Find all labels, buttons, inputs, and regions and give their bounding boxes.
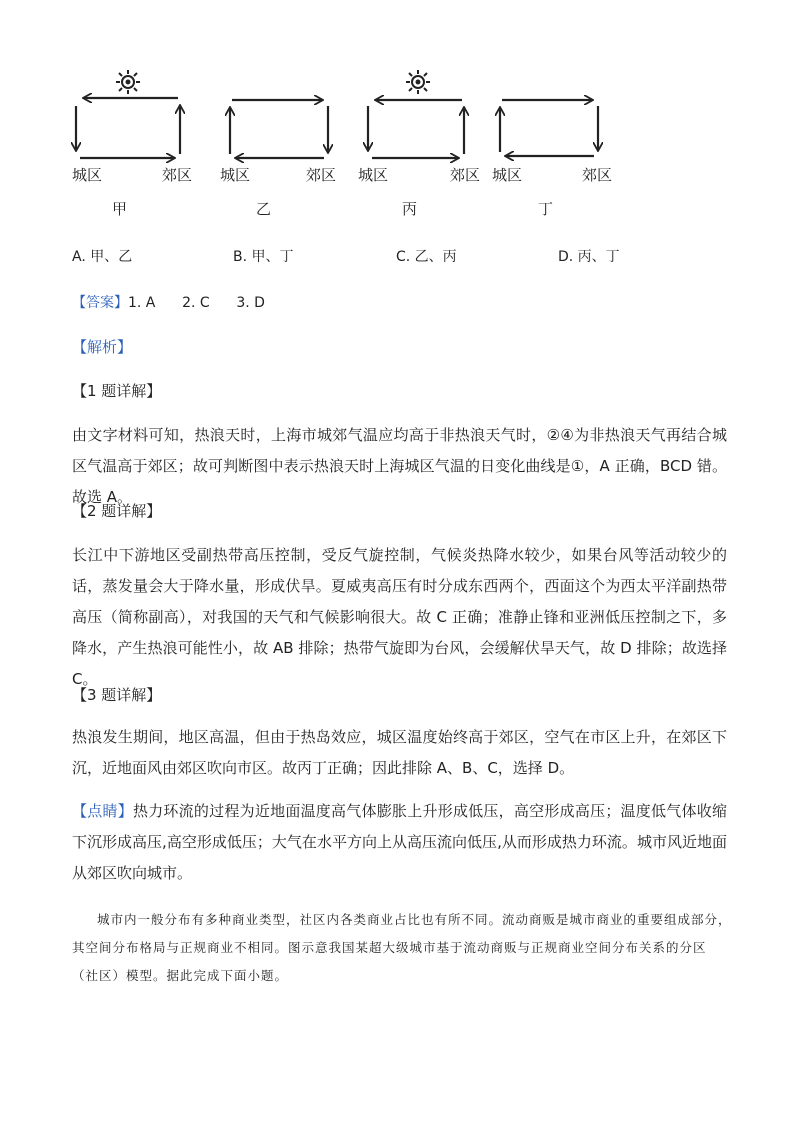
moon-icon [272,74,289,97]
answer-line [72,292,265,312]
q2-heading: 【2 题详解】 [72,502,162,520]
q1-body: 由文字材料可知，热浪天时，上海市城郊气温应均高于非热浪天气时，②④为非热浪天气再结合城区气温高于郊区；故可判断图中表示热浪天时上海城区气温的日变化曲线是①，A 正确，BCD 错。故选 A。 [72,426,727,506]
panel-ding-left-label: 城区 [492,166,523,184]
option-d: D. 丙、丁 [558,249,620,265]
q1-heading: 【1 题详解】 [72,382,162,400]
q3-body: 热浪发生期间，地区高温，但由于热岛效应，城区温度始终高于郊区，空气在市区上升，在郊区下沉，近地面风由郊区吹向市区。故丙丁正确；因此排除 A、B、C，选择 D。 [72,728,727,777]
panel-jia-right-label: 郊区 [162,166,193,184]
tip-body: 热力环流的过程为近地面温度高气体膨胀上升形成低压，高空形成高压；温度低气体收缩下沉形成高压,高空形成低压；大气在水平方向上从高压流向低压,从而形成热力环流。城市风近地面从郊区吹向城市。 [72,802,727,882]
option-a: A. 甲、乙 [72,249,133,265]
option-c: C. 乙、丙 [396,249,457,265]
panel-jia-name: 甲 [112,200,128,218]
heat-circulation-diagram [60,60,660,230]
panel-yi-arrows [230,100,328,158]
panel-ding-arrows [500,100,598,156]
answer-tag: 【答案】 [72,295,128,311]
panel-bing-arrows [368,100,464,158]
panel-jia-left-label: 城区 [72,166,103,184]
tip-paragraph [72,796,727,889]
analysis-tag: 【解析】 [72,338,133,356]
q2-body: 长江中下游地区受副热带高压控制，受反气旋控制，气候炎热降水较少，如果台风等活动较少的话，蒸发量会大于降水量，形成伏旱。夏威夷高压有时分成东西两个，西面这个为西太平洋副热带高压（简称副高），对我国的天气和气候影响很大。故 C 正确；准静止锋和亚洲低压控制之下，多降水，产生热浪可能性小，故 AB 排除；热带气旋即为台风，会缓解伏旱天气，故 D 排除；故选择 C。 [72,546,727,688]
panel-bing-left-label: 城区 [358,166,389,184]
q3-heading: 【3 题详解】 [72,686,162,704]
panel-ding-name: 丁 [538,200,554,218]
panel-jia-arrows [76,98,180,158]
option-b: B. 甲、丁 [233,249,294,265]
panel-bing-right-label: 郊区 [450,166,481,184]
moon-icon [534,74,551,97]
sun-icon [406,70,430,94]
panel-yi-right-label: 郊区 [306,166,337,184]
panel-yi-left-label: 城区 [220,166,251,184]
panel-ding-right-label: 郊区 [582,166,613,184]
answer-text: 1. A 2. C 3. D [128,295,265,311]
circulation-arrows [60,60,660,230]
sun-icon [116,70,140,94]
tip-tag: 【点睛】 [72,802,133,820]
next-material-paragraph: 城市内一般分布有多种商业类型，社区内各类商业占比也有所不同。流动商贩是城市商业的重要组成部分，其空间分布格局与正规商业不相同。图示意我国某超大级城市基于流动商贩与正规商业空间分布关系的分区（社区）模型。据此完成下面小题。 [72,912,732,983]
panel-bing-name: 丙 [402,200,418,218]
panel-yi-name: 乙 [256,200,272,218]
